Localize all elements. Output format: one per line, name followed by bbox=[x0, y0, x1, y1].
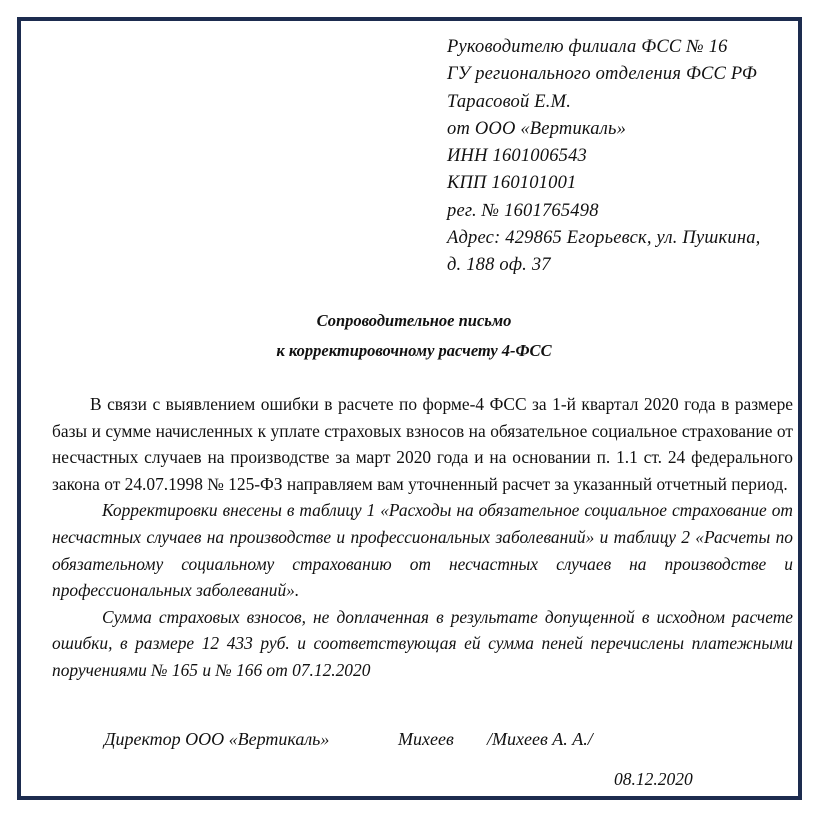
addressee-line-3: Тарасовой Е.М. bbox=[447, 91, 572, 112]
addressee-line-6: КПП 160101001 bbox=[447, 173, 577, 194]
addressee-block bbox=[447, 34, 807, 280]
addressee-line-4: от ООО «Вертикаль» bbox=[447, 118, 627, 139]
addressee-line-9: д. 188 оф. 37 bbox=[447, 255, 551, 276]
body-paragraph-1: В связи с выявлением ошибки в расчете по форме-4 ФСС за 1-й квартал 2020 года в размере базы и сумме начисленных к уплате страховых взносов на обязательное социальное страхование от несчастных случаев на производстве за март 2020 года и на основании п. 1.1 ст. 24 федерального закона от 24.07.1998 № 125-ФЗ направляем вам уточненный расчет за указанный отчетный период. bbox=[52, 394, 793, 494]
addressee-line-2: ГУ регионального отделения ФСС РФ bbox=[447, 64, 758, 85]
addressee-line-1: Руководителю филиала ФСС № 16 bbox=[447, 37, 728, 57]
letter-body bbox=[52, 391, 793, 684]
signer-position: Директор ООО «Вертикаль» bbox=[104, 729, 330, 749]
body-paragraph-2: Корректировки внесены в таблицу 1 «Расходы на обязательное социальное страхование от несчастных случаев на производстве и профессиональных заболеваний» и таблицу 2 «Расчеты по обязательному социальному страхованию от несчастных случаев на производстве и профессиональных заболеваний». bbox=[52, 500, 793, 601]
letter-subtitle: к корректировочному расчету 4-ФСС bbox=[276, 341, 552, 360]
signature: Михеев bbox=[398, 729, 454, 749]
letter-date: 08.12.2020 bbox=[614, 769, 693, 789]
addressee-line-8: Адрес: 429865 Егорьевск, ул. Пушкина, bbox=[447, 228, 761, 249]
signer-name: /Михеев А. А./ bbox=[487, 729, 593, 749]
body-paragraph-3: Сумма страховых взносов, не доплаченная в результате допущенной в исходном расчете ошибки, в размере 12 433 руб. и соответствующая ей сумма пеней перечислены платежными поручениями № 165 и № 166 от 07.12.2020 bbox=[52, 606, 793, 680]
letter-title: Сопроводительное письмо bbox=[316, 311, 512, 330]
addressee-line-7: рег. № 1601765498 bbox=[447, 200, 599, 221]
addressee-line-5: ИНН 1601006543 bbox=[447, 146, 588, 167]
